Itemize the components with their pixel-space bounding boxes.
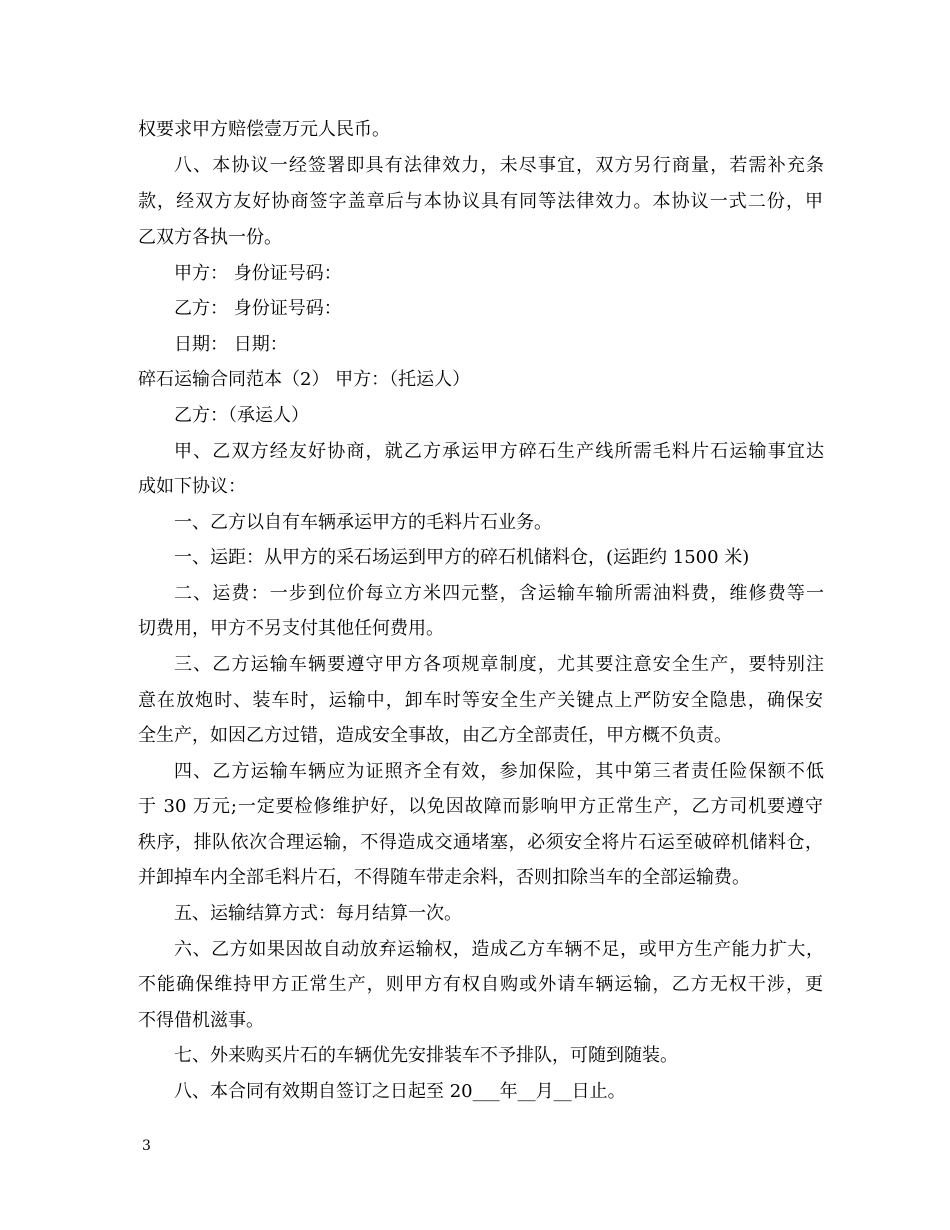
paragraph-line: 切费用，甲方不另支付其他任何费用。 [138, 618, 444, 639]
paragraph-line: 二、运费：一步到位价每立方米四元整，含运输车输所需油料费，维修费等一 [174, 583, 824, 604]
paragraph-line: 全生产，如因乙方过错，造成安全事故，由乙方全部责任，甲方概不负责。 [138, 725, 732, 746]
paragraph-line: 不得借机滋事。 [138, 1010, 264, 1031]
paragraph-line: 并卸掉车内全部毛料片石，不得随车带走余料，否则扣除当车的全部运输费。 [138, 867, 750, 888]
paragraph-line: 一、乙方以自有车辆承运甲方的毛料片石业务。 [174, 512, 552, 533]
signature-line-party-a: 甲方： 身份证号码： [174, 263, 342, 284]
section-title: 碎石运输合同范本（2） 甲方：（托运人） [138, 369, 471, 390]
paragraph-line: 八、本协议一经签署即具有法律效力，未尽事宜，双方另行商量，若需补充条 [174, 155, 824, 176]
paragraph-line: 八、本合同有效期自签订之日起至 20___年__月__日止。 [174, 1081, 626, 1102]
paragraph-line: 一、运距：从甲方的采石场运到甲方的碎石机储料仓，(运距约 1500 米) [174, 547, 750, 568]
paragraph-line: 秩序，排队依次合理运输，不得造成交通堵塞，必须安全将片石运至破碎机储料仓， [138, 832, 823, 853]
paragraph-line: 四、乙方运输车辆应为证照齐全有效，参加保险，其中第三者责任险保额不低 [174, 761, 824, 782]
paragraph-line: 乙方：（承运人） [174, 405, 309, 426]
page-number: 3 [142, 1138, 151, 1154]
paragraph-line: 乙双方各执一份。 [138, 227, 282, 248]
paragraph-line: 于 30 万元;一定要检修维护好，以免因故障而影响甲方正常生产，乙方司机要遵守 [138, 796, 823, 817]
paragraph-line: 不能确保维持甲方正常生产，则甲方有权自购或外请车辆运输，乙方无权干涉，更 [138, 974, 823, 995]
paragraph-line: 权要求甲方赔偿壹万元人民币。 [138, 119, 390, 140]
date-line: 日期： 日期： [174, 334, 288, 355]
signature-line-party-b: 乙方： 身份证号码： [174, 298, 342, 319]
paragraph-line: 六、乙方如果因故自动放弃运输权，造成乙方车辆不足，或甲方生产能力扩大， [174, 939, 824, 960]
paragraph-line: 款，经双方友好协商签字盖章后与本协议具有同等法律效力。本协议一式二份，甲 [138, 191, 823, 212]
paragraph-line: 七、外来购买片石的车辆优先安排装车不予排队，可随到随装。 [174, 1045, 678, 1066]
paragraph-line: 成如下协议： [138, 476, 246, 497]
paragraph-line: 意在放炮时、装车时，运输中，卸车时等安全生产关键点上严防安全隐患，确保安 [138, 690, 823, 711]
paragraph-line: 甲、乙双方经友好协商，就乙方承运甲方碎石生产线所需毛料片石运输事宜达 [174, 441, 824, 462]
paragraph-line: 五、运输结算方式：每月结算一次。 [174, 903, 462, 924]
paragraph-line: 三、乙方运输车辆要遵守甲方各项规章制度，尤其要注意安全生产，要特别注 [174, 654, 824, 675]
